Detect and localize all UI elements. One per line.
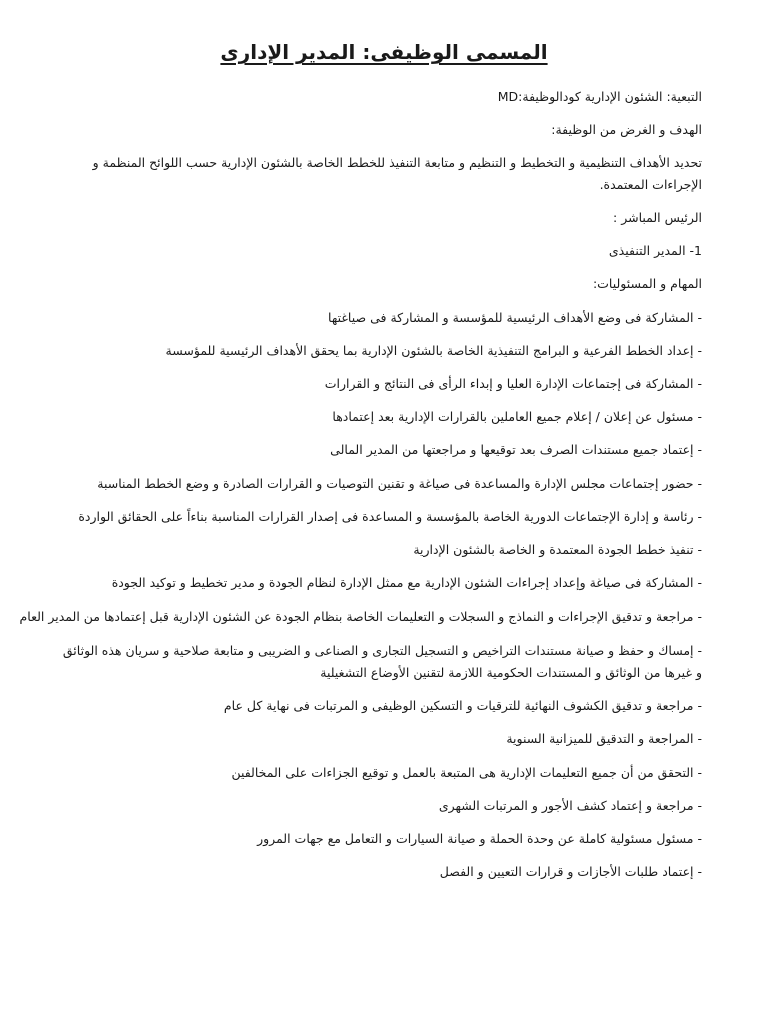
duty-item: - مراجعة و تدقيق الإجراءات و النماذج و السجلات و التعليمات الخاصة بنظام الجودة عن الشئون الإدارية قبل إعتمادها من المدير العام (19, 609, 702, 624)
department-line (56, 86, 702, 108)
duty-item: - إعداد الخطط الفرعية و البرامج التنفيذية الخاصة بالشئون الإدارية بما يحقق الأهداف الرئيسية للمؤسسة (165, 343, 702, 358)
duty-item: - مسئول مسئولية كاملة عن وحدة الحملة و صيانة السيارات و التعامل مع جهات المرور (257, 831, 702, 846)
duty-item: - تنفيذ خطط الجودة المعتمدة و الخاصة بالشئون الإدارية (413, 542, 702, 557)
duty-item: - إعتماد طلبات الأجازات و قرارات التعيين و الفصل (439, 864, 702, 879)
duty-item: - إمساك و حفظ و صيانة مستندات التراخيص و التسجيل التجارى و الصناعى و الضريبى و متابعة صلاحية و سريان هذه الوثائق و غيرها من الوثائق و المستندات الحكومية اللازمة لتقنين الأوضاع التشغيلية (62, 643, 702, 680)
duty-item: - مسئول عن إعلان / إعلام جميع العاملين بالقرارات الإدارية بعد إعتمادها (332, 409, 702, 424)
duty-item: - التحقق من أن جميع التعليمات الإدارية هى المتبعة بالعمل و توقيع الجزاءات على المخالفين (231, 765, 702, 780)
purpose-heading: الهدف و الغرض من الوظيفة: (551, 122, 702, 137)
duty-item: - مراجعة و تدقيق الكشوف النهائية للترقيات و التسكين الوظيفى و المرتبات فى نهاية كل عام (223, 698, 702, 713)
job-code: MD (497, 89, 519, 104)
duty-item: - رئاسة و إدارة الإجتماعات الدورية الخاصة بالمؤسسة و المساعدة فى إصدار القرارات المناسبة بناءاً على الحقائق الواردة (78, 509, 702, 524)
duty-item: - إعتماد جميع مستندات الصرف بعد توقيعها و مراجعتها من المدير المالى (330, 442, 702, 457)
duty-item: - المشاركة فى إجتماعات الإدارة العليا و إبداء الرأى فى النتائج و القرارات (324, 376, 702, 391)
purpose-text: تحديد الأهداف التنظيمية و التخطيط و التنظيم و متابعة التنفيذ للخطط الخاصة بالشئون الإدارية حسب اللوائح المنظمة و الإجراءات المعتمدة. (92, 155, 702, 192)
duty-item: - المشاركة فى وضع الأهداف الرئيسية للمؤسسة و المشاركة فى صياغتها (328, 310, 702, 325)
duty-item: - مراجعة و إعتماد كشف الأجور و المرتبات الشهرى (438, 798, 702, 813)
department-label: التبعية: الشئون الإدارية كودالوظيفة: (518, 89, 702, 104)
duties-heading: المهام و المسئوليات: (592, 276, 702, 291)
manager-value: 1- المدير التنفيذى (608, 243, 702, 258)
duty-item: - حضور إجتماعات مجلس الإدارة والمساعدة فى صياغة و تقنين التوصيات و القرارات الصادرة و وضع الخطط المناسبة (97, 476, 702, 491)
duty-item: - المشاركة فى صياغة وإعداد إجراءات الشئون الإدارية مع ممثل الإدارة لنظام الجودة و مدير تخطيط و توكيد الجودة (111, 575, 702, 590)
manager-heading: الرئيس المباشر : (613, 210, 702, 225)
duty-item: - المراجعة و التدقيق للميزانية السنوية (506, 731, 702, 746)
page-title: المسمى الوظيفى: المدير الإدارى (220, 40, 548, 64)
